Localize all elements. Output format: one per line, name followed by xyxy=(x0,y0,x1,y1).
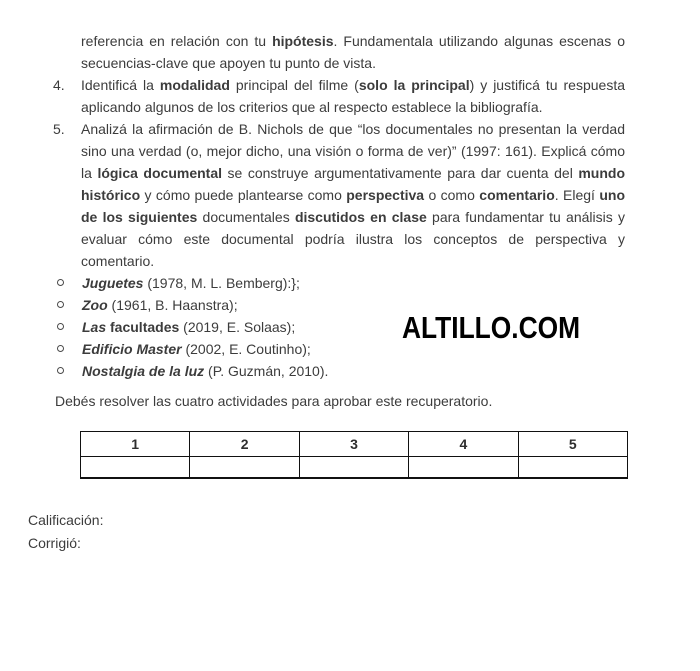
corrigio-label: Corrigió: xyxy=(28,534,81,551)
film-list-item xyxy=(57,360,700,382)
grade-table-empty-row xyxy=(81,457,628,478)
numbered-item-4 xyxy=(53,74,625,118)
text-run: Edificio Master xyxy=(82,341,182,357)
text-run: (1961, B. Haanstra); xyxy=(107,297,238,313)
text-run: para fundamentar tu análisis y evaluar cómo este documental podría ilustra los conceptos de perspectiva y comentario. xyxy=(81,209,625,269)
text-run: lógica documental xyxy=(97,165,222,181)
film-bullet-list xyxy=(57,272,700,382)
text-run: se construye argumentativamente para dar cuenta del xyxy=(222,165,579,181)
text-run: (P. Guzmán, 2010). xyxy=(204,363,329,379)
text-run: principal del filme ( xyxy=(229,77,359,93)
circle-bullet-icon xyxy=(57,367,64,374)
calificacion-label: Calificación: xyxy=(28,511,104,528)
text-run: o como xyxy=(424,187,480,203)
text-run: (1978, M. L. Bemberg):}; xyxy=(143,275,300,291)
film-list-item xyxy=(57,294,700,316)
closing-note: Debés resolver las cuatro actividades para aprobar este recuperatorio. xyxy=(55,393,493,409)
grade-table-empty-cell xyxy=(299,457,408,478)
text-run: modalidad xyxy=(159,77,230,93)
grade-table-empty-cell xyxy=(81,457,190,478)
film-entry-text xyxy=(82,294,238,316)
grade-table-empty-cell xyxy=(518,457,627,478)
text-run: Juguetes xyxy=(82,275,144,291)
text-run: hipótesis xyxy=(272,33,334,49)
text-run: Zoo xyxy=(82,297,108,313)
circle-bullet-icon xyxy=(57,279,64,286)
film-list-item xyxy=(57,272,700,294)
bullet-marker xyxy=(57,272,82,286)
item-text xyxy=(81,118,625,272)
grade-table xyxy=(80,431,628,479)
text-run: comentario xyxy=(479,187,555,203)
text-run: Nostalgia de la luz xyxy=(82,363,205,379)
grade-table-header-cell: 4 xyxy=(409,432,518,457)
film-entry-text xyxy=(82,338,311,360)
item-number: 5. xyxy=(53,121,65,137)
grade-table-header-cell: 3 xyxy=(299,432,408,457)
film-entry-text xyxy=(82,316,295,338)
bullet-marker xyxy=(57,360,82,374)
grade-table-header-cell: 2 xyxy=(190,432,299,457)
text-run: perspectiva xyxy=(346,187,425,203)
circle-bullet-icon xyxy=(57,301,64,308)
grade-table-header-row xyxy=(81,432,628,457)
text-run: uno de los siguientes xyxy=(81,187,625,225)
text-run: (2019, E. Solaas); xyxy=(179,319,296,335)
altillo-watermark: ALTILLO.COM xyxy=(402,310,581,345)
text-run: documentales xyxy=(197,209,295,225)
text-run: Analizá la afirmación de B. Nichols de que “los documentales no presentan la verdad sino una verdad (o, mejor dicho, una visión o forma de ver)” (1997: 161). Explicá cómo la xyxy=(81,121,625,181)
item-text xyxy=(81,74,625,118)
grade-table-empty-cell xyxy=(409,457,518,478)
numbered-activity-list xyxy=(53,74,625,272)
item-number: 4. xyxy=(53,77,65,93)
bullet-marker xyxy=(57,294,82,308)
text-run: Las xyxy=(82,319,107,335)
text-run: Identificá la xyxy=(81,77,160,93)
grade-table-header-cell: 1 xyxy=(81,432,190,457)
film-list-item xyxy=(57,338,700,360)
paragraph-item3-continuation xyxy=(81,30,625,74)
grading-footer xyxy=(28,509,700,555)
text-run: facultades xyxy=(106,319,180,335)
text-run: y cómo puede plantearse como xyxy=(140,187,347,203)
circle-bullet-icon xyxy=(57,345,64,352)
film-entry-text xyxy=(82,272,300,294)
numbered-item-5 xyxy=(53,118,625,272)
circle-bullet-icon xyxy=(57,323,64,330)
film-entry-text xyxy=(82,360,328,382)
text-run: discutidos en clase xyxy=(294,209,427,225)
bullet-marker xyxy=(57,316,82,330)
text-run: . Fundamentala utilizando algunas escenas o secuencias-clave que apoyen tu punto de vista. xyxy=(81,33,625,71)
text-run: mundo histórico xyxy=(81,165,625,203)
text-run: (2002, E. Coutinho); xyxy=(181,341,311,357)
bullet-marker xyxy=(57,338,82,352)
text-run: . Elegí xyxy=(554,187,600,203)
film-list-item xyxy=(57,316,700,338)
text-run: ) y justificá tu respuesta aplicando algunos de los criterios que al respecto establece la bibliografía. xyxy=(81,77,625,115)
grade-table-empty-cell xyxy=(190,457,299,478)
grade-table-header-cell: 5 xyxy=(518,432,627,457)
text-run: referencia en relación con tu xyxy=(81,33,273,49)
text-run: solo la principal xyxy=(358,77,470,93)
